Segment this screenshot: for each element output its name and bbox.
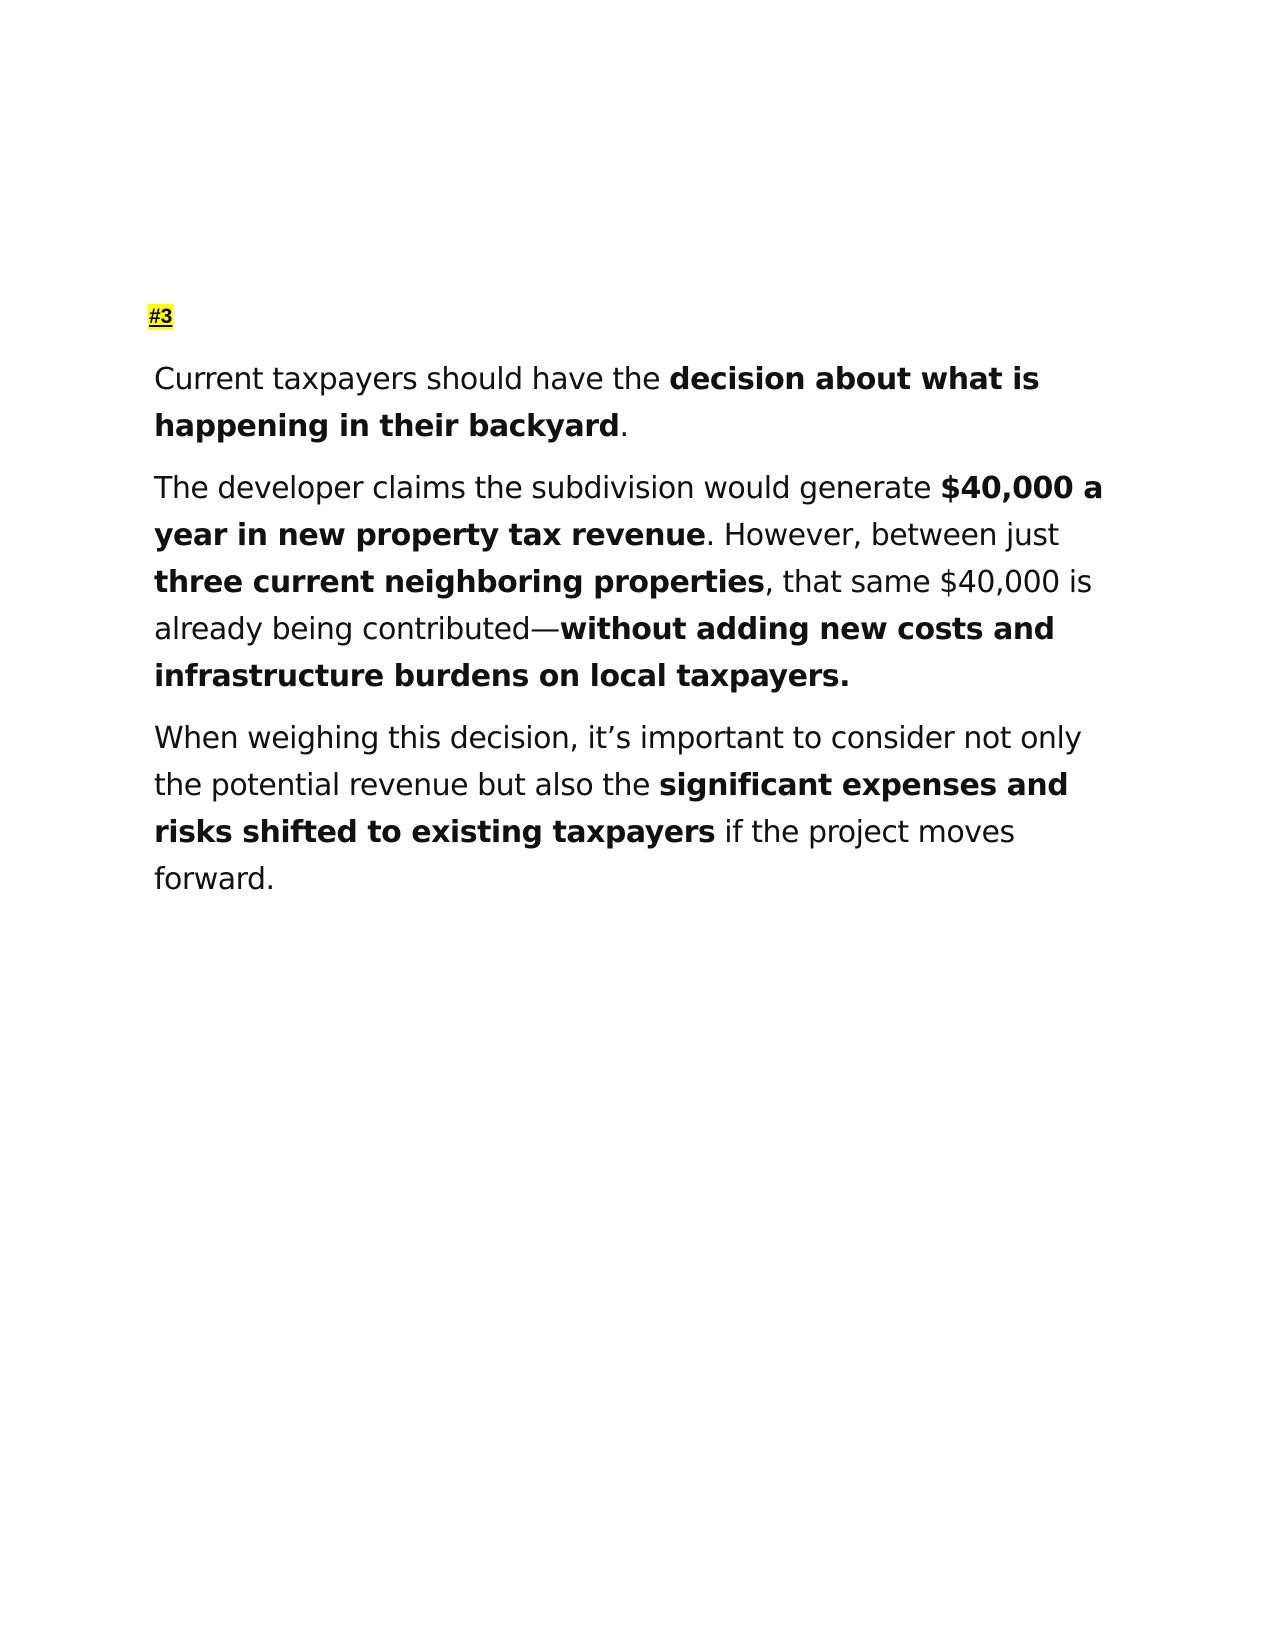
paragraph-emphasis: significant expenses and risks shifted to existing taxpayers [154, 768, 1069, 850]
paragraph-text: , that same $40,000 is already being contributed— [154, 565, 1092, 647]
paragraph-3 [154, 715, 1122, 903]
paragraph-emphasis: three current neighboring properties [154, 565, 765, 600]
paragraph-text: Current taxpayers should have the [154, 362, 670, 397]
paragraph-emphasis: without adding new costs and infrastructure burdens on local taxpayers. [154, 612, 1055, 694]
paragraph-1 [154, 356, 1122, 450]
paragraph-text: When weighing this decision, it’s important to consider not only the potential revenue but also the [154, 721, 1082, 803]
paragraph-text: The developer claims the subdivision would generate [154, 471, 941, 506]
paragraph-text: . [619, 409, 629, 444]
paragraph-emphasis: $40,000 a year in new property tax revenue [154, 471, 1103, 553]
document-body [154, 356, 1122, 918]
paragraph-emphasis: decision about what is happening in their backyard [154, 362, 1040, 444]
paragraph-2 [154, 465, 1122, 700]
paragraph-text: . However, between just [705, 518, 1059, 553]
paragraph-text: if the project moves forward. [154, 815, 1015, 897]
section-number-label: #3 [149, 305, 173, 328]
